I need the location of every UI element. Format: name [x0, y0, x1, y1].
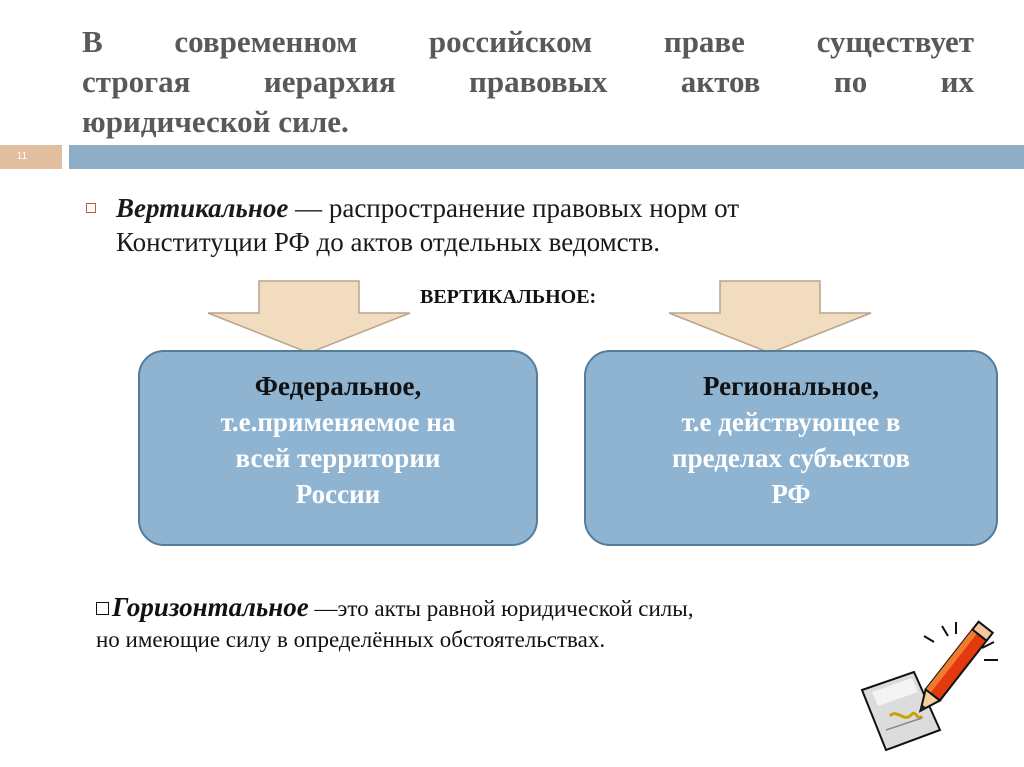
federal-line-3: России	[295, 479, 381, 509]
federal-line-1: т.е.применяемое на	[220, 407, 456, 437]
vertical-heading: ВЕРТИКАЛЬНОЕ:	[420, 286, 597, 308]
federal-box	[138, 350, 538, 546]
horizontal-term: Горизонтальное	[112, 592, 309, 622]
vertical-term: Вертикальное	[116, 193, 289, 223]
checkbox-bullet-icon	[96, 602, 109, 615]
vertical-definition-2: Конституции РФ до актов отдельных ведомств.	[116, 227, 660, 257]
square-bullet-icon	[86, 203, 96, 213]
title-line-2: строгая иерархия правовых актов по их	[82, 64, 974, 99]
regional-box	[584, 350, 998, 546]
regional-line-1: т.е действующее в	[681, 407, 901, 437]
horizontal-definition-1: —это акты равной юридической силы,	[308, 596, 694, 621]
vertical-definition-1: — распространение правовых норм от	[288, 193, 740, 223]
regional-line-2: пределах субъектов	[672, 443, 910, 473]
horizontal-bullet	[96, 592, 976, 655]
slide-number: 11	[16, 151, 28, 162]
down-arrow-left-icon	[207, 280, 411, 354]
title-line-3: юридической силе.	[82, 104, 349, 139]
regional-heading: Региональное,	[703, 371, 879, 401]
federal-line-2: всей территории	[235, 443, 441, 473]
pencil-paper-clipart	[852, 612, 1002, 752]
divider-bar	[69, 145, 1024, 169]
down-arrow-right-icon	[668, 280, 872, 354]
title-line-1: В современном российском праве существует	[82, 24, 974, 59]
horizontal-definition-2: но имеющие силу в определённых обстоятельствах.	[96, 627, 606, 652]
slide-title	[82, 22, 974, 142]
federal-heading: Федеральное,	[254, 371, 422, 401]
regional-line-3: РФ	[771, 479, 811, 509]
